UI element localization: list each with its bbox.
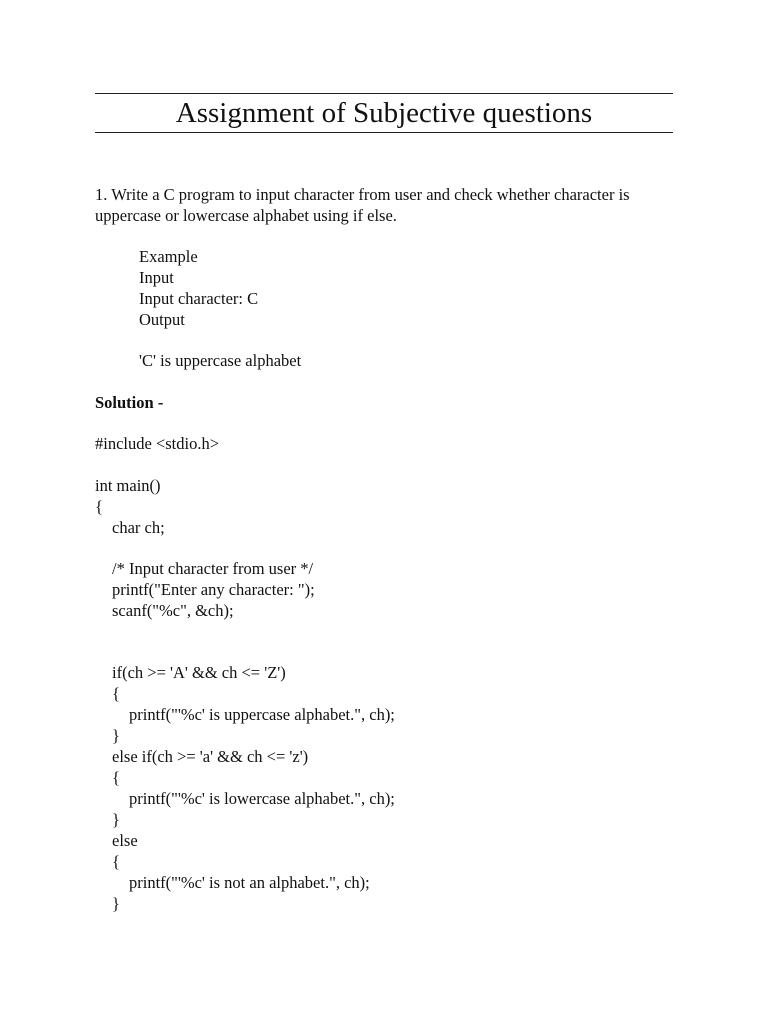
code-main-signature: int main() [95,476,161,495]
input-value: Input character: C [139,289,259,308]
page-title: Assignment of Subjective questions [175,97,593,129]
code-else-keyword: else [112,831,138,850]
code-else-if-open-brace: { [112,768,120,787]
code-else-if-body: printf("'%c' is lowercase alphabet.", ch); [129,789,395,808]
code-else-if-close-brace: } [112,810,120,829]
input-label: Input [139,268,174,287]
code-main-open-brace: { [95,497,103,516]
code-include: #include <stdio.h> [95,434,220,453]
title-bottom-rule [95,132,673,133]
code-if-open-brace: { [112,684,120,703]
code-comment: /* Input character from user */ [112,559,314,578]
code-if-body: printf("'%c' is uppercase alphabet.", ch); [129,705,395,724]
code-else-open-brace: { [112,852,120,871]
output-label: Output [139,310,185,329]
code-else-if-condition: else if(ch >= 'a' && ch <= 'z') [112,747,309,766]
example-label: Example [139,247,198,266]
code-declaration: char ch; [112,518,165,537]
solution-label: Solution - [95,393,164,412]
code-printf-prompt: printf("Enter any character: "); [112,580,315,599]
output-value: 'C' is uppercase alphabet [139,351,302,370]
question-line-1: 1. Write a C program to input character from user and check whether character is [95,185,630,204]
code-if-condition: if(ch >= 'A' && ch <= 'Z') [112,663,286,682]
code-scanf: scanf("%c", &ch); [112,601,234,620]
code-else-body: printf("'%c' is not an alphabet.", ch); [129,873,370,892]
code-else-close-brace: } [112,894,120,913]
question-line-2: uppercase or lowercase alphabet using if else. [95,206,397,225]
code-if-close-brace: } [112,726,120,745]
